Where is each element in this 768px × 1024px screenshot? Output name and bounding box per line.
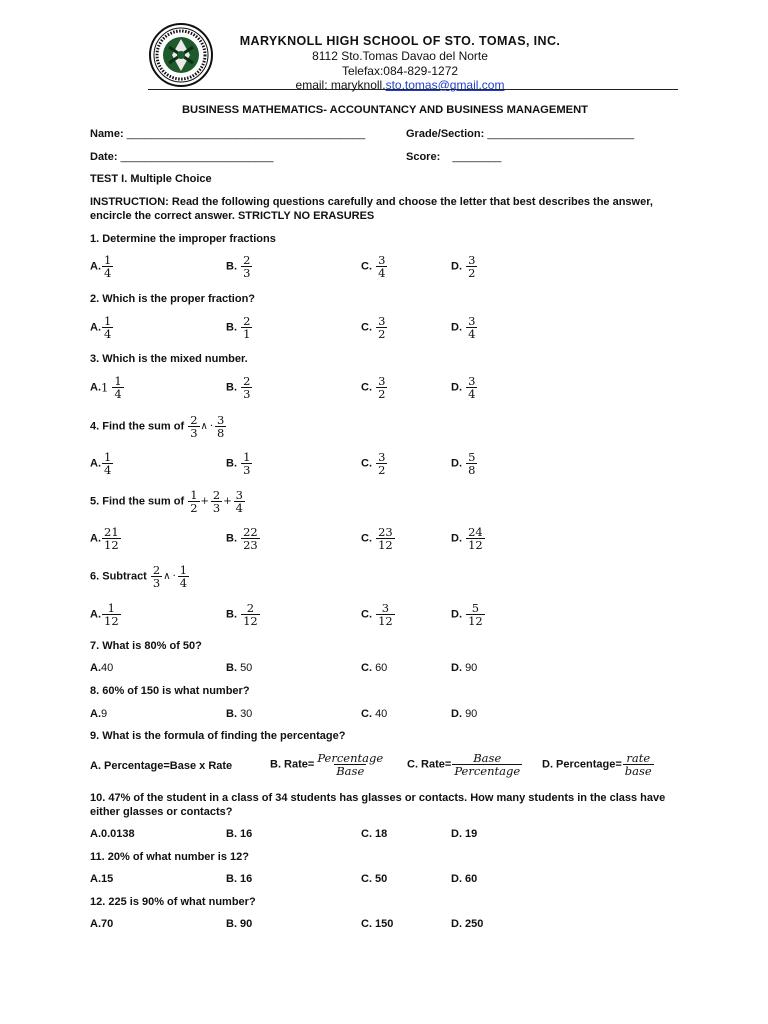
q9-option-d[interactable]: D. Percentage= $\frac{\text{rate}}{\text{base}}$: [542, 751, 652, 778]
date-line[interactable]: _________________________: [120, 151, 274, 163]
q10-option-d[interactable]: D. 19: [451, 828, 478, 840]
q5-option-c[interactable]: C. $\frac{23}{12}$: [361, 525, 393, 552]
q3-option-d[interactable]: D. $\frac{3}{4}$: [451, 374, 476, 401]
fraction: $\frac{\text{rate}}{\text{base}}$: [624, 751, 652, 778]
question-3: 3. Which is the mixed number.: [90, 353, 248, 365]
q3-option-b[interactable]: B. $\frac{2}{3}$: [226, 374, 251, 401]
header-divider: [148, 89, 678, 90]
score-label: Score:: [406, 151, 441, 163]
math-operator: +: [200, 496, 209, 507]
q8-option-b[interactable]: B. 30: [226, 708, 253, 720]
q7-option-c[interactable]: C. 60: [361, 662, 388, 674]
q7-option-d[interactable]: D. 90: [451, 662, 478, 674]
q10-option-c[interactable]: C. 18: [361, 828, 388, 840]
q2-option-d[interactable]: D. $\frac{3}{4}$: [451, 314, 476, 341]
q9-option-c[interactable]: C. Rate= $\frac{\text{Base}}{\text{Percentage}}$: [407, 751, 521, 778]
fraction: $\frac{1}{4}$: [104, 314, 112, 341]
fraction: $\frac{2}{3}$: [212, 488, 221, 515]
q1-option-c[interactable]: C. $\frac{3}{4}$: [361, 253, 386, 280]
fraction: $\frac{3}{4}$: [468, 374, 476, 401]
q8-option-a[interactable]: A.9: [90, 708, 108, 720]
q6-option-c[interactable]: C. $\frac{3}{12}$: [361, 601, 393, 628]
fraction: $\frac{22}{23}$: [243, 525, 258, 552]
fraction: $\frac{1}{2}$: [190, 488, 198, 515]
fraction: $\frac{2}{1}$: [243, 314, 251, 341]
fraction: $\frac{2}{12}$: [243, 601, 258, 628]
q12-option-b[interactable]: B. 90: [226, 918, 253, 930]
q2-option-a[interactable]: A. $\frac{1}{4}$: [90, 314, 112, 341]
q6-option-d[interactable]: D. $\frac{5}{12}$: [451, 601, 483, 628]
school-telefax: Telefax:084-829-1272: [341, 63, 459, 78]
q8-option-c[interactable]: C. 40: [361, 708, 388, 720]
fraction: $\frac{1}{12}$: [104, 601, 119, 628]
fraction: $\frac{\text{Base}}{\text{Percentage}}$: [454, 751, 521, 778]
question-4: 4. Find the sum of $\frac{2}{3}$ ∧ · $\frac{3}{8}$: [90, 413, 225, 440]
letterhead: [0, 0, 768, 92]
question-2: 2. Which is the proper fraction?: [90, 293, 256, 305]
q5-option-b[interactable]: B. $\frac{22}{23}$: [226, 525, 258, 552]
q6-option-a[interactable]: A. $\frac{1}{12}$: [90, 601, 119, 628]
q4-option-b[interactable]: B. $\frac{1}{3}$: [226, 450, 251, 477]
name-line[interactable]: _______________________________________: [126, 128, 366, 140]
math-operator: ∧: [200, 421, 208, 432]
q6-option-b[interactable]: B. $\frac{2}{12}$: [226, 601, 258, 628]
fraction: $\frac{1}{4}$: [104, 253, 112, 280]
fraction: $\frac{1}{4}$: [104, 450, 112, 477]
q10-option-a[interactable]: A.0.0138: [90, 828, 135, 840]
fraction: $\frac{3}{2}$: [378, 314, 386, 341]
question-10: 10. 47% of the student in a class of 34 students has glasses or contacts. How many students in the class have either glasses or contacts?: [90, 792, 666, 818]
question-12: 12. 225 is 90% of what number?: [90, 896, 256, 908]
question-8: 8. 60% of 150 is what number?: [90, 685, 250, 697]
fraction: $\frac{3}{4}$: [235, 488, 243, 515]
score-line[interactable]: ________: [452, 151, 502, 163]
q5-option-a[interactable]: A. $\frac{21}{12}$: [90, 525, 119, 552]
fraction: $\frac{1}{3}$: [243, 450, 251, 477]
q3-option-c[interactable]: C. $\frac{3}{2}$: [361, 374, 386, 401]
q3-option-a[interactable]: A.1 $\frac{1}{4}$: [90, 374, 122, 401]
fraction: $\frac{3}{2}$: [378, 374, 386, 401]
fraction: $\frac{\text{Percentage}}{\text{Base}}$: [317, 751, 384, 778]
fraction: $\frac{2}{3}$: [190, 413, 198, 440]
fraction: $\frac{1}{4}$: [114, 374, 122, 401]
fraction: $\frac{3}{12}$: [378, 601, 393, 628]
q12-option-d[interactable]: D. 250: [451, 918, 484, 930]
q7-option-b[interactable]: B. 50: [226, 662, 253, 674]
fraction: $\frac{3}{8}$: [217, 413, 225, 440]
q2-option-c[interactable]: C. $\frac{3}{2}$: [361, 314, 386, 341]
fraction: $\frac{3}{4}$: [468, 314, 476, 341]
fraction: $\frac{3}{2}$: [378, 450, 386, 477]
fraction: $\frac{2}{3}$: [152, 563, 161, 590]
fraction: $\frac{21}{12}$: [104, 525, 119, 552]
question-1: 1. Determine the improper fractions: [90, 233, 276, 245]
name-field: [90, 128, 365, 140]
instruction: INSTRUCTION: Read the following questions carefully and choose the letter that best describes the answer, encircle the correct answer. STRICTLY NO ERASURES: [90, 196, 653, 222]
q2-option-b[interactable]: B. $\frac{2}{1}$: [226, 314, 251, 341]
school-name: MARYKNOLL HIGH SCHOOL OF STO. TOMAS, INC.: [239, 34, 561, 48]
q12-option-c[interactable]: C. 150: [361, 918, 394, 930]
fraction: $\frac{2}{3}$: [243, 374, 251, 401]
q4-option-d[interactable]: D. $\frac{5}{8}$: [451, 450, 476, 477]
fraction: $\frac{23}{12}$: [378, 525, 393, 552]
exam-body: [90, 104, 680, 930]
school-email: [190, 78, 610, 93]
test-title: TEST I. Multiple Choice: [90, 173, 212, 185]
fraction: $\frac{2}{3}$: [243, 253, 251, 280]
name-label: Name:: [90, 128, 124, 140]
grade-line[interactable]: ________________________: [487, 128, 635, 140]
fraction: $\frac{5}{8}$: [468, 450, 476, 477]
q9-option-a[interactable]: A. Percentage=Base x Rate: [90, 760, 233, 772]
grade-field: [406, 128, 634, 140]
question-11: 11. 20% of what number is 12?: [90, 851, 249, 863]
date-label: Date:: [90, 151, 118, 163]
question-5: 5. Find the sum of $\frac{1}{2}$ + $\frac{2}{3}$ + $\frac{3}{4}$: [90, 488, 243, 515]
email-prefix: email: maryknoll.: [295, 78, 386, 92]
math-operator: +: [223, 496, 232, 507]
fraction: $\frac{24}{12}$: [468, 525, 483, 552]
q9-option-b[interactable]: B. Rate= $\frac{\text{Percentage}}{\text{Base}}$: [270, 751, 384, 778]
school-address: 8112 Sto.Tomas Davao del Norte: [312, 49, 488, 63]
question-6: 6. Subtract $\frac{2}{3}$ ∧ · $\frac{1}{4}$: [90, 563, 188, 590]
fraction: $\frac{1}{4}$: [179, 563, 188, 590]
date-field: [90, 151, 274, 163]
q1-option-d[interactable]: D. $\frac{3}{2}$: [451, 253, 476, 280]
fraction: $\frac{5}{12}$: [468, 601, 483, 628]
q8-option-d[interactable]: D. 90: [451, 708, 478, 720]
subject-title: BUSINESS MATHEMATICS- ACCOUNTANCY AND BUSINESS MANAGEMENT: [181, 104, 589, 116]
score-field: [406, 151, 501, 163]
q11-option-c[interactable]: C. 50: [361, 873, 388, 885]
q4-option-c[interactable]: C. $\frac{3}{2}$: [361, 450, 386, 477]
q5-option-d[interactable]: D. $\frac{24}{12}$: [451, 525, 483, 552]
math-operator: ∧: [163, 571, 171, 582]
email-link[interactable]: sto.tomas@gmail.com: [385, 78, 505, 92]
q7-option-a[interactable]: A.40: [90, 662, 114, 674]
fraction: $\frac{3}{4}$: [378, 253, 386, 280]
q1-option-a[interactable]: A. $\frac{1}{4}$: [90, 253, 112, 280]
q11-option-d[interactable]: D. 60: [451, 873, 478, 885]
whole-number: 1: [101, 380, 109, 395]
q10-option-b[interactable]: B. 16: [226, 828, 253, 840]
q12-option-a[interactable]: A.70: [90, 918, 114, 930]
q11-option-b[interactable]: B. 16: [226, 873, 253, 885]
question-7: 7. What is 80% of 50?: [90, 640, 202, 652]
fraction: $\frac{3}{2}$: [468, 253, 476, 280]
math-operator: ·: [172, 571, 176, 582]
q11-option-a[interactable]: A.15: [90, 873, 114, 885]
q4-option-a[interactable]: A. $\frac{1}{4}$: [90, 450, 112, 477]
q1-option-b[interactable]: B. $\frac{2}{3}$: [226, 253, 251, 280]
question-9: 9. What is the formula of finding the percentage?: [90, 730, 346, 742]
grade-label: Grade/Section:: [406, 128, 485, 140]
math-operator: ·: [209, 421, 214, 432]
